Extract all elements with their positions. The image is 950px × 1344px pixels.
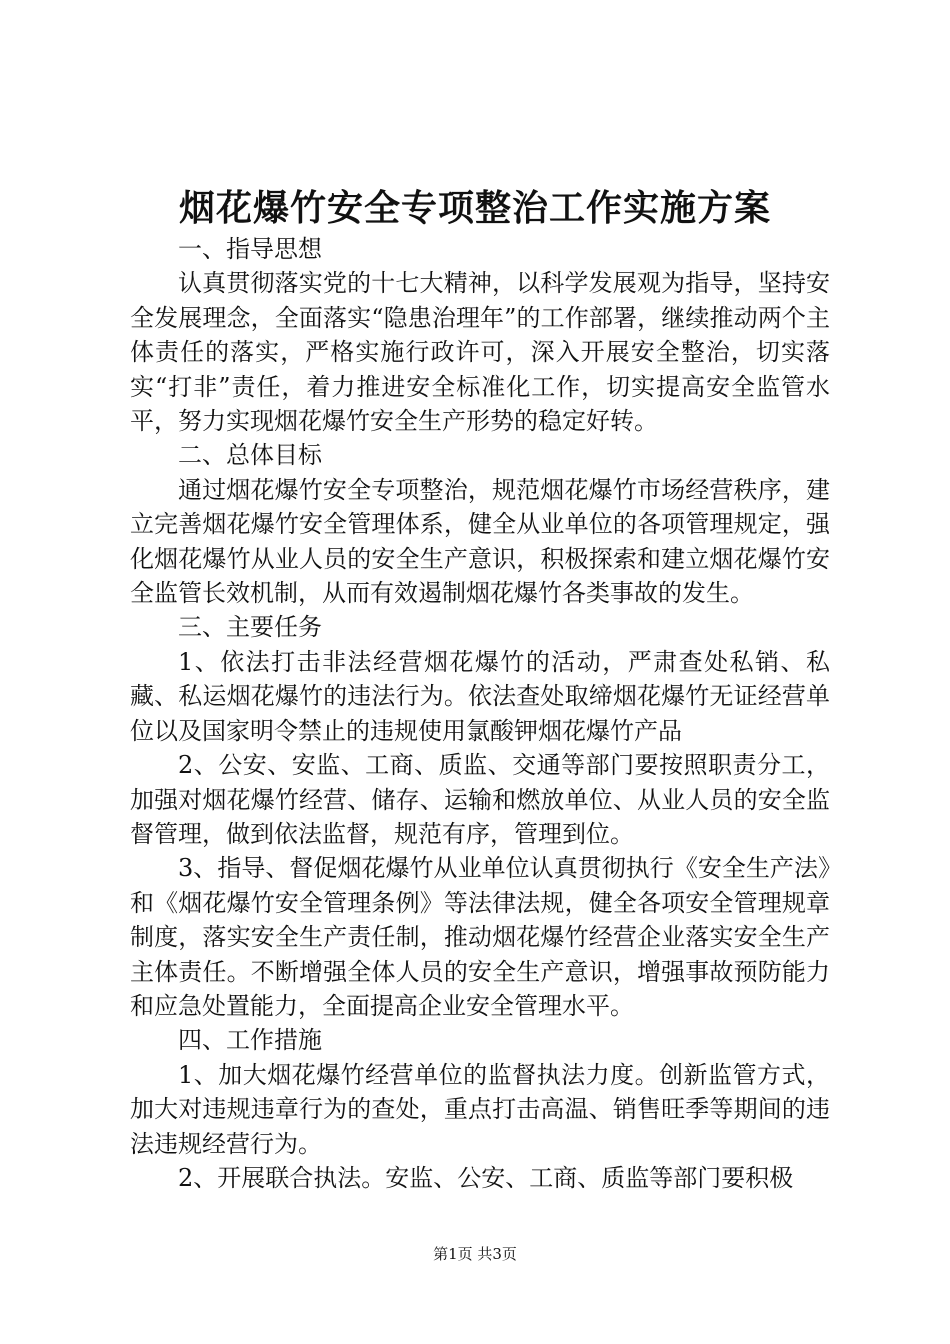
paragraph-measure-2: 2、开展联合执法。安监、公安、工商、质监等部门要积极 [178, 1163, 794, 1192]
page-indicator: 第1页 共3页 [433, 1245, 517, 1263]
paragraph-overall-goal: 通过烟花爆竹安全专项整治，规范烟花爆竹市场经营秩序，建立完善烟花爆竹安全管理体系，健全从业单位的各项管理规定，强化烟花爆竹从业人员的安全生产意识，积极探索和建立烟花爆竹安全监管长效机制，从而有效遏制烟花爆竹各类事故的发生。 [130, 475, 830, 608]
paragraph-task-1: 1、依法打击非法经营烟花爆竹的活动，严肃查处私销、私藏、私运烟花爆竹的违法行为。依法查处取缔烟花爆竹无证经营单位以及国家明令禁止的违规使用氯酸钾烟花爆竹产品 [130, 647, 830, 745]
paragraph-task-3: 3、指导、督促烟花爆竹从业单位认真贯彻执行《安全生产法》和《烟花爆竹安全管理条例》等法律法规，健全各项安全管理规章制度，落实安全生产责任制，推动烟花爆竹经营企业落实安全生产主体责任。不断增强全体人员的安全生产意识，增强事故预防能力和应急处置能力，全面提高企业安全管理水平。 [130, 854, 830, 1020]
section-heading-main-tasks: 三、主要任务 [178, 613, 322, 642]
paragraph-task-2: 2、公安、安监、工商、质监、交通等部门要按照职责分工，加强对烟花爆竹经营、储存、运输和燃放单位、从业人员的安全监督管理，做到依法监督，规范有序，管理到位。 [130, 751, 830, 848]
section-heading-guiding-ideology: 一、指导思想 [178, 235, 322, 263]
document-title: 烟花爆竹安全专项整治工作实施方案 [178, 187, 771, 229]
section-heading-overall-goal: 二、总体目标 [178, 441, 322, 470]
paragraph-measure-1: 1、加大烟花爆竹经营单位的监督执法力度。创新监管方式，加大对违规违章行为的查处，重点打击高温、销售旺季等期间的违法违规经营行为。 [130, 1060, 830, 1158]
section-heading-work-measures: 四、工作措施 [178, 1026, 322, 1055]
paragraph-guiding-ideology: 认真贯彻落实党的十七大精神，以科学发展观为指导，坚持安全发展理念，全面落实“隐患治理年”的工作部署，继续推动两个主体责任的落实，严格实施行政许可，深入开展安全整治，切实落实“打非”责任，着力推进安全标准化工作，切实提高安全监管水平，努力实现烟花爆竹安全生产形势的稳定好转。 [130, 269, 830, 436]
document-body [130, 232, 830, 1195]
